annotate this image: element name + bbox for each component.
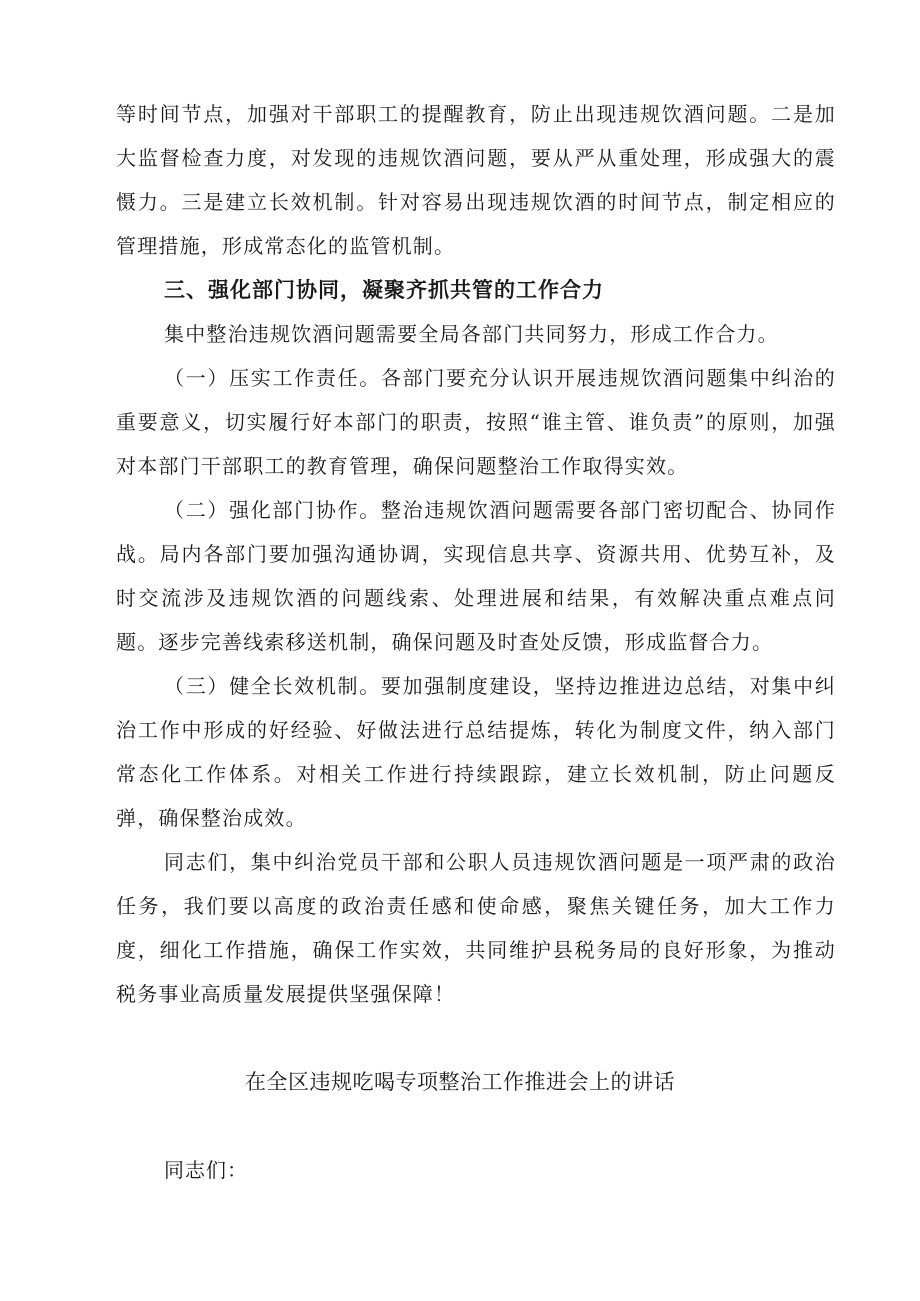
section-heading-3: 三、强化部门协同，凝聚齐抓共管的工作合力 [164,278,604,302]
paragraph-intro: 集中整治违规饮酒问题需要全局各部门共同努力，形成工作合力。 [164,322,779,346]
paragraph-closing: 同志们，集中纠治党员干部和公职人员违规饮酒问题是一项严肃的政治任务，我们要以高度的政治责任感和使命感，聚焦关键任务，加大工作力度，细化工作措施，确保工作实效，共同维护县税务局的良好形象，为推动税务事业高质量发展提供坚强保障！ [116,850,836,1006]
paragraph-item-3: （三）健全长效机制。要加强制度建设，坚持边推进边总结，对集中纠治工作中形成的好经验、好做法进行总结提炼，转化为制度文件，纳入部门常态化工作体系。对相关工作进行持续跟踪，建立长效机制，防止问题反弹，确保整治成效。 [116,674,836,830]
salutation: 同志们： [164,1158,248,1182]
paragraph-continuation: 等时间节点，加强对干部职工的提醒教育，防止出现违规饮酒问题。二是加大监督检查力度，对发现的违规饮酒问题，要从严从重处理，形成强大的震慑力。三是建立长效机制。针对容易出现违规饮酒的时间节点，制定相应的管理措施，形成常态化的监管机制。 [116,102,836,258]
speech-title: 在全区违规吃喝专项整治工作推进会上的讲话 [245,1070,675,1094]
body-text [116,92,836,1016]
paragraph-item-1: （一）压实工作责任。各部门要充分认识开展违规饮酒问题集中纠治的重要意义，切实履行好本部门的职责，按照“谁主管、谁负责”的原则，加强对本部门干部职工的教育管理，确保问题整治工作取得实效。 [116,366,836,478]
paragraph-item-2: （二）强化部门协作。整治违规饮酒问题需要各部门密切配合、协同作战。局内各部门要加强沟通协调，实现信息共享、资源共用、优势互补，及时交流涉及违规饮酒的问题线索、处理进展和结果，有效解决重点难点问题。逐步完善线索移送机制，确保问题及时查处反馈，形成监督合力。 [116,498,836,654]
